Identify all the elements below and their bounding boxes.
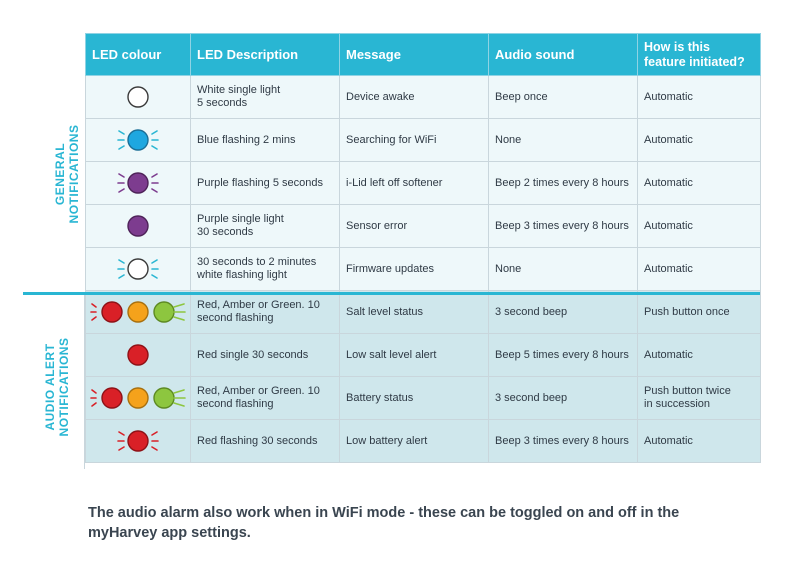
- blue-flashing-icon: [88, 125, 188, 155]
- led-cell: [86, 420, 191, 463]
- table-row: [86, 76, 761, 119]
- table-row: [86, 377, 761, 420]
- message-cell: Battery status: [340, 377, 489, 420]
- red-steady-icon: [88, 340, 188, 370]
- led-cell: [86, 205, 191, 248]
- audio-sound-cell: Beep 2 times every 8 hours: [489, 162, 638, 205]
- red-flashing-icon: [88, 426, 188, 456]
- header-led-description: LED Description: [191, 34, 340, 76]
- section-audio-label: [43, 327, 73, 447]
- white-flashing-icon: [88, 254, 188, 284]
- audio-sound-cell: None: [489, 119, 638, 162]
- red-amber-green-icon: [88, 383, 188, 413]
- initiated-cell: Push button twice in succession: [638, 377, 761, 420]
- led-description-cell: Red, Amber or Green. 10 second flashing: [191, 377, 340, 420]
- message-cell: i-Lid left off softener: [340, 162, 489, 205]
- table-row: [86, 291, 761, 334]
- table-row: [86, 420, 761, 463]
- led-cell: [86, 377, 191, 420]
- initiated-cell: Automatic: [638, 119, 761, 162]
- red-amber-green-icon: [88, 297, 188, 327]
- header-led-colour: LED colour: [86, 34, 191, 76]
- header-audio-sound: Audio sound: [489, 34, 638, 76]
- table-row: [86, 205, 761, 248]
- led-description-cell: Purple single light 30 seconds: [191, 205, 340, 248]
- header-message: Message: [340, 34, 489, 76]
- audio-sound-cell: 3 second beep: [489, 291, 638, 334]
- led-cell: [86, 162, 191, 205]
- purple-flashing-icon: [88, 168, 188, 198]
- section-divider: [23, 292, 760, 295]
- table-row: [86, 248, 761, 291]
- audio-sound-cell: Beep once: [489, 76, 638, 119]
- table-header-row: [86, 34, 761, 76]
- audio-sound-cell: Beep 3 times every 8 hours: [489, 420, 638, 463]
- led-description-cell: 30 seconds to 2 minutes white flashing light: [191, 248, 340, 291]
- initiated-cell: Automatic: [638, 248, 761, 291]
- message-cell: Low battery alert: [340, 420, 489, 463]
- initiated-cell: Automatic: [638, 76, 761, 119]
- led-description-cell: White single light 5 seconds: [191, 76, 340, 119]
- message-cell: Sensor error: [340, 205, 489, 248]
- led-cell: [86, 291, 191, 334]
- audio-sound-cell: Beep 3 times every 8 hours: [489, 205, 638, 248]
- table-row: [86, 119, 761, 162]
- header-initiated: How is this feature initiated?: [638, 34, 761, 76]
- led-description-cell: Red single 30 seconds: [191, 334, 340, 377]
- led-description-cell: Red, Amber or Green. 10 second flashing: [191, 291, 340, 334]
- initiated-cell: Automatic: [638, 420, 761, 463]
- section-general-label: GENERAL NOTIFICATIONS: [53, 124, 81, 224]
- audio-sound-cell: None: [489, 248, 638, 291]
- section-audio-line2: NOTIFICATIONS: [57, 337, 71, 437]
- footer-note: The audio alarm also work when in WiFi mode - these can be toggled on and off in the myHarvey app settings.: [88, 505, 680, 541]
- initiated-cell: Automatic: [638, 205, 761, 248]
- message-cell: Searching for WiFi: [340, 119, 489, 162]
- white-steady-icon: [88, 82, 188, 112]
- message-cell: Salt level status: [340, 291, 489, 334]
- led-table: [85, 33, 761, 463]
- led-description-cell: Red flashing 30 seconds: [191, 420, 340, 463]
- led-cell: [86, 334, 191, 377]
- led-cell: [86, 248, 191, 291]
- table-row: [86, 334, 761, 377]
- section-audio-line1: AUDIO ALERT: [43, 343, 57, 431]
- initiated-cell: Push button once: [638, 291, 761, 334]
- initiated-cell: Automatic: [638, 334, 761, 377]
- initiated-cell: Automatic: [638, 162, 761, 205]
- led-description-cell: Blue flashing 2 mins: [191, 119, 340, 162]
- led-cell: [86, 76, 191, 119]
- table-row: [86, 162, 761, 205]
- purple-steady-icon: [88, 211, 188, 241]
- message-cell: Device awake: [340, 76, 489, 119]
- led-description-cell: Purple flashing 5 seconds: [191, 162, 340, 205]
- message-cell: Low salt level alert: [340, 334, 489, 377]
- audio-sound-cell: 3 second beep: [489, 377, 638, 420]
- audio-sound-cell: Beep 5 times every 8 hours: [489, 334, 638, 377]
- message-cell: Firmware updates: [340, 248, 489, 291]
- section-vertical-line: [84, 295, 85, 469]
- led-cell: [86, 119, 191, 162]
